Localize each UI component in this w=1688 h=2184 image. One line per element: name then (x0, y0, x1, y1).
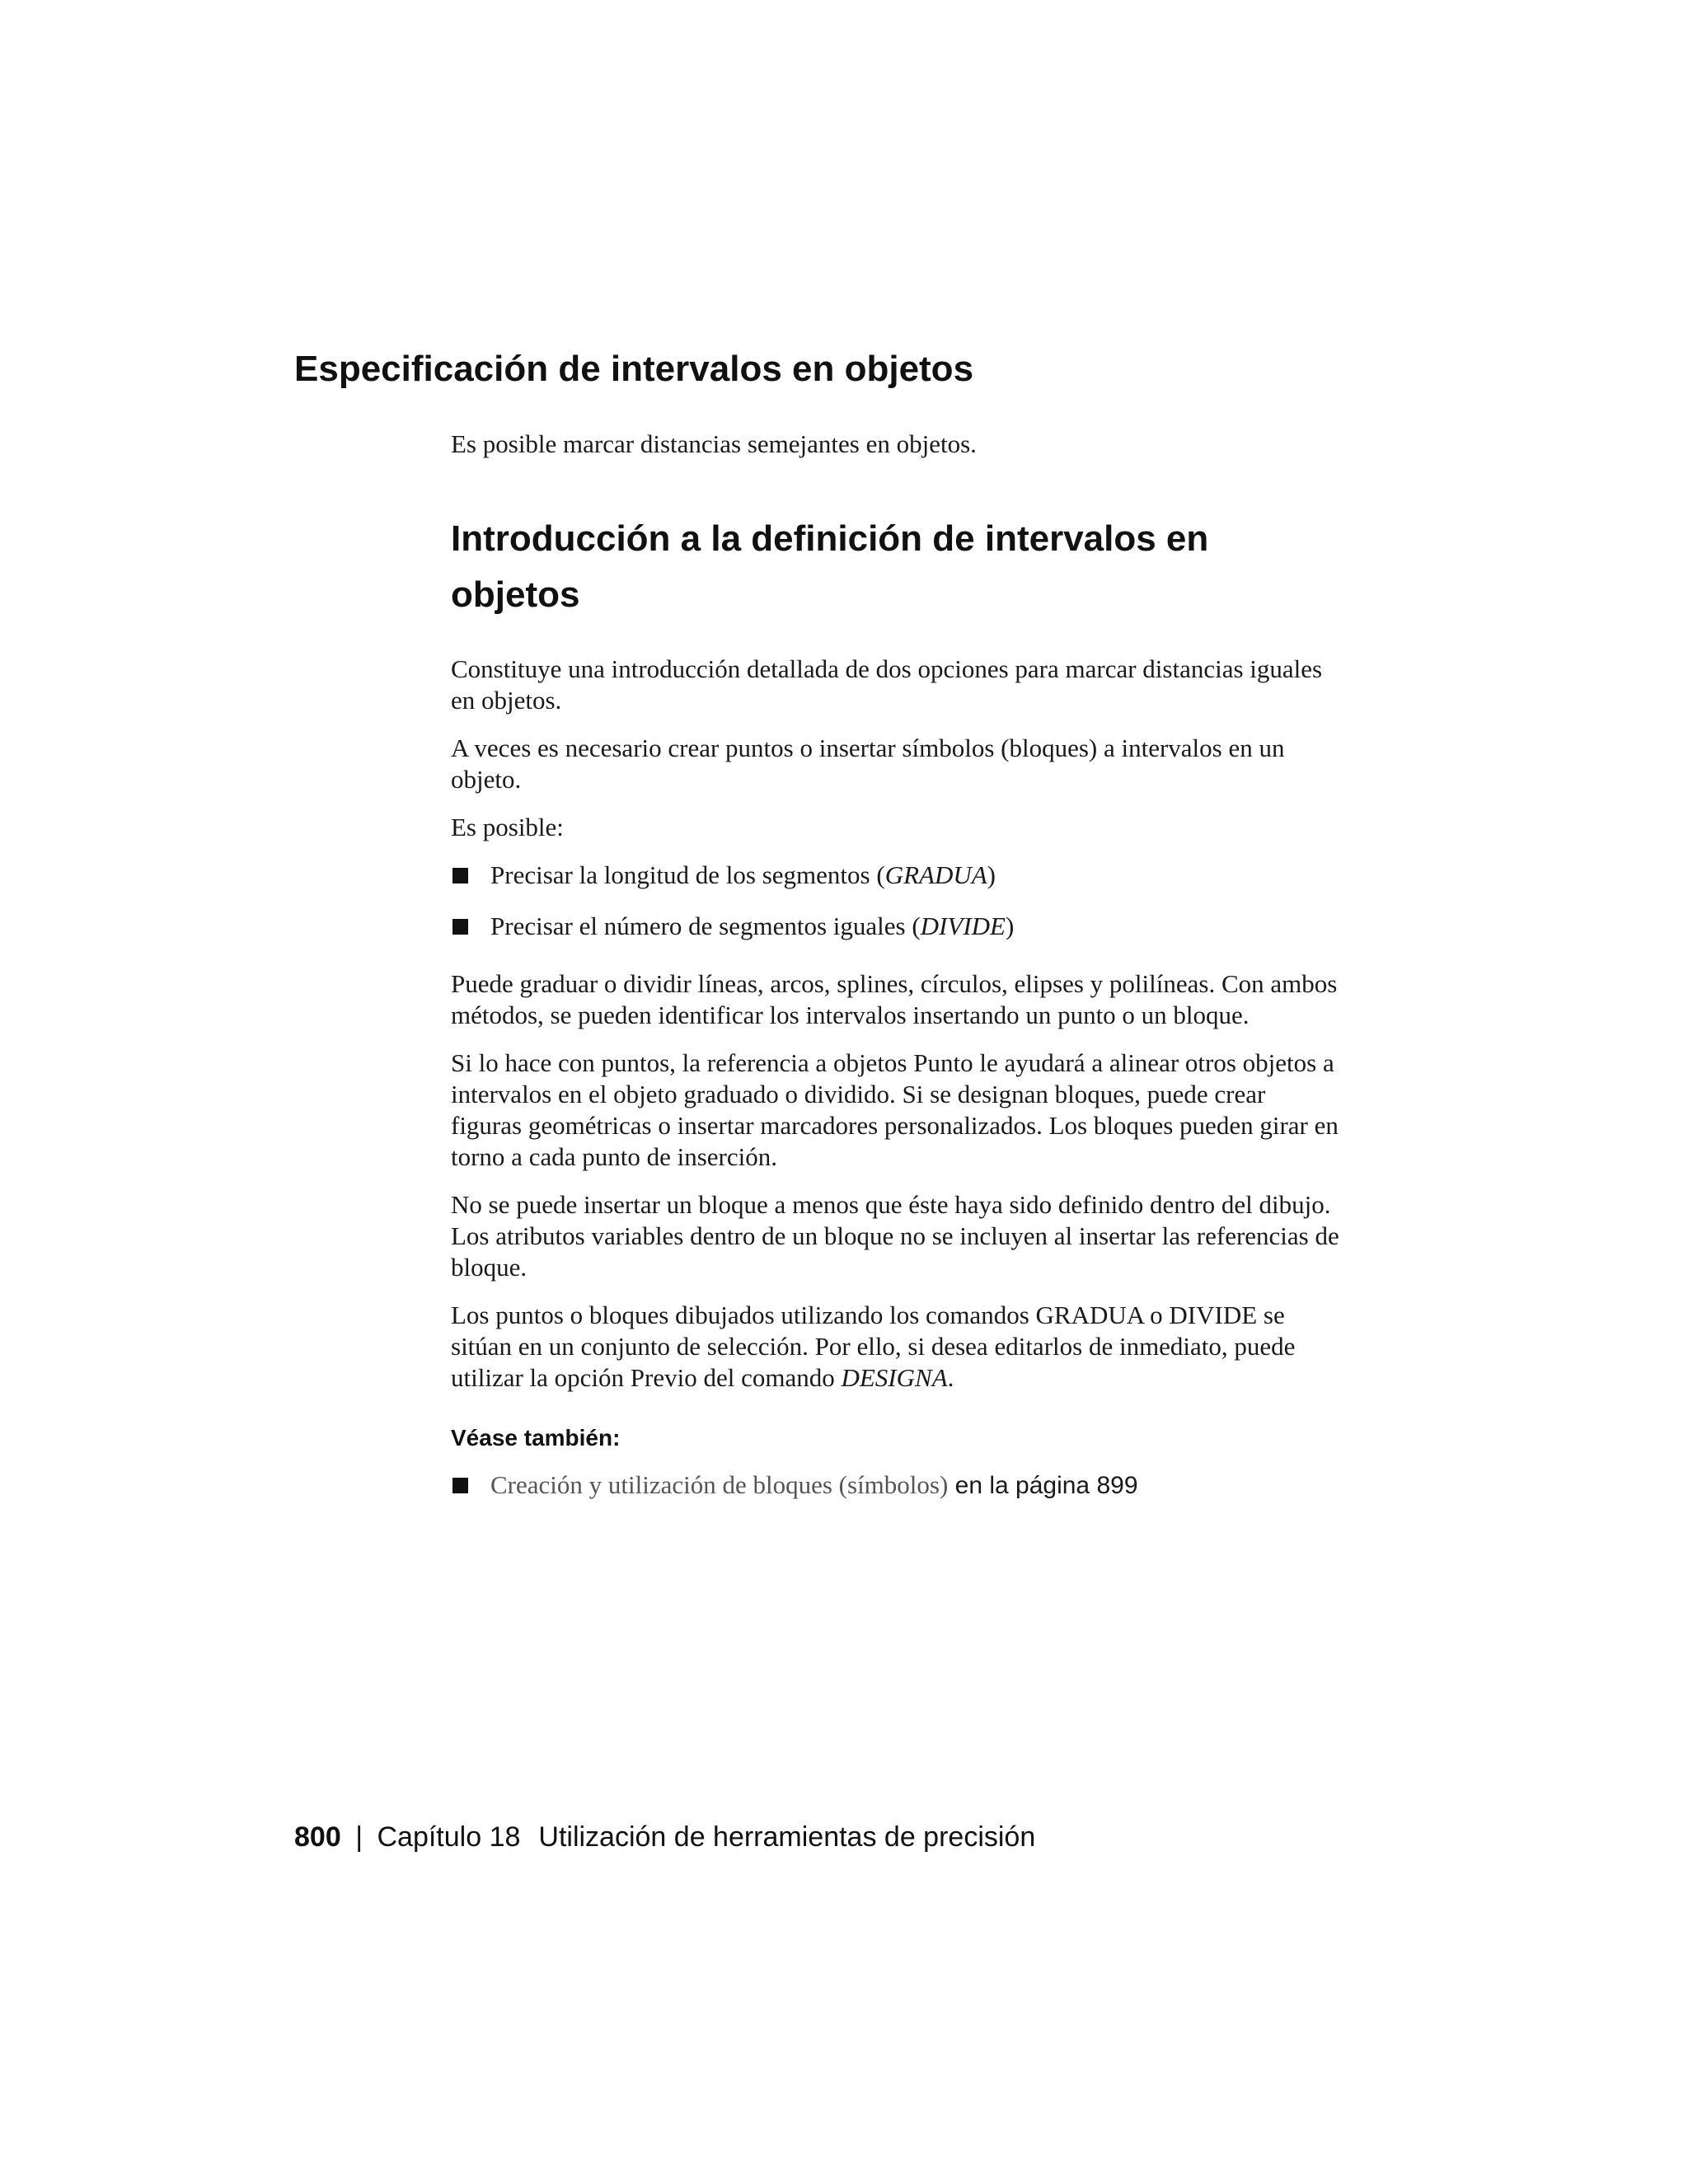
paragraph: No se puede insertar un bloque a menos que éste haya sido definido dentro del dibujo. Los atributos variables dentro de un bloque no se incluyen al insertar las referencias de bloque. (451, 1190, 1339, 1282)
paragraph: Es posible: (451, 813, 564, 841)
see-also-item (451, 1469, 1341, 1502)
paragraph (451, 1300, 1341, 1394)
options-list (451, 860, 1341, 942)
see-also-heading: Véase también: (451, 1425, 621, 1451)
list-item (451, 860, 1341, 891)
square-bullet-icon (452, 868, 468, 883)
square-bullet-icon (452, 919, 468, 935)
subsection-body (451, 654, 1341, 1528)
chapter-title: Utilización de herramientas de precisión (538, 1821, 1036, 1853)
paragraph: Si lo hace con puntos, la referencia a objetos Punto le ayudará a alinear otros objetos a intervalos en el objeto graduado o dividido. Si se designan bloques, puede crear figuras geométricas o insertar marcadores personalizados. Los bloques pueden girar en torno a cada punto de inserción. (451, 1048, 1339, 1171)
list-item-text: Precisar el número de segmentos iguales ( (490, 912, 921, 940)
paragraph: A veces es necesario crear puntos o insertar símbolos (bloques) a intervalos en un objeto. (451, 733, 1285, 794)
paragraph: Puede graduar o dividir líneas, arcos, splines, círculos, elipses y polilíneas. Con ambos métodos, se pueden identificar los intervalos insertando un punto o un bloque. (451, 969, 1338, 1029)
chapter-label: Capítulo 18 (377, 1821, 521, 1853)
command-name: DESIGNA (841, 1363, 948, 1392)
page-reference: en la página 899 (948, 1472, 1138, 1499)
footer-separator: | (355, 1821, 363, 1853)
paragraph-end: . (947, 1363, 954, 1392)
list-item-close: ) (1005, 912, 1015, 940)
list-item-close: ) (987, 860, 996, 889)
section-title: Especificación de intervalos en objetos (294, 349, 974, 389)
list-item-text: Precisar la longitud de los segmentos ( (490, 860, 885, 889)
command-name: DIVIDE (920, 912, 1006, 940)
command-name: GRADUA (884, 860, 987, 889)
see-also-list (451, 1469, 1341, 1502)
subsection-title: Introducción a la definición de intervalos en objetos (451, 518, 1209, 615)
cross-reference-link[interactable]: Creación y utilización de bloques (símbolos) (490, 1470, 949, 1499)
page-number: 800 (294, 1821, 341, 1853)
paragraph: Constituye una introducción detallada de dos opciones para marcar distancias iguales en objetos. (451, 654, 1323, 715)
list-item (451, 911, 1341, 942)
section-intro: Es posible marcar distancias semejantes en objetos. (451, 429, 977, 458)
square-bullet-icon (452, 1478, 468, 1493)
page-footer (294, 1820, 1035, 1854)
paragraph-text: Los puntos o bloques dibujados utilizando los comandos GRADUA o DIVIDE se sitúan en un conjunto de selección. Por ello, si desea editarlos de inmediato, puede utilizar la opción Previo del comando (451, 1301, 1296, 1392)
